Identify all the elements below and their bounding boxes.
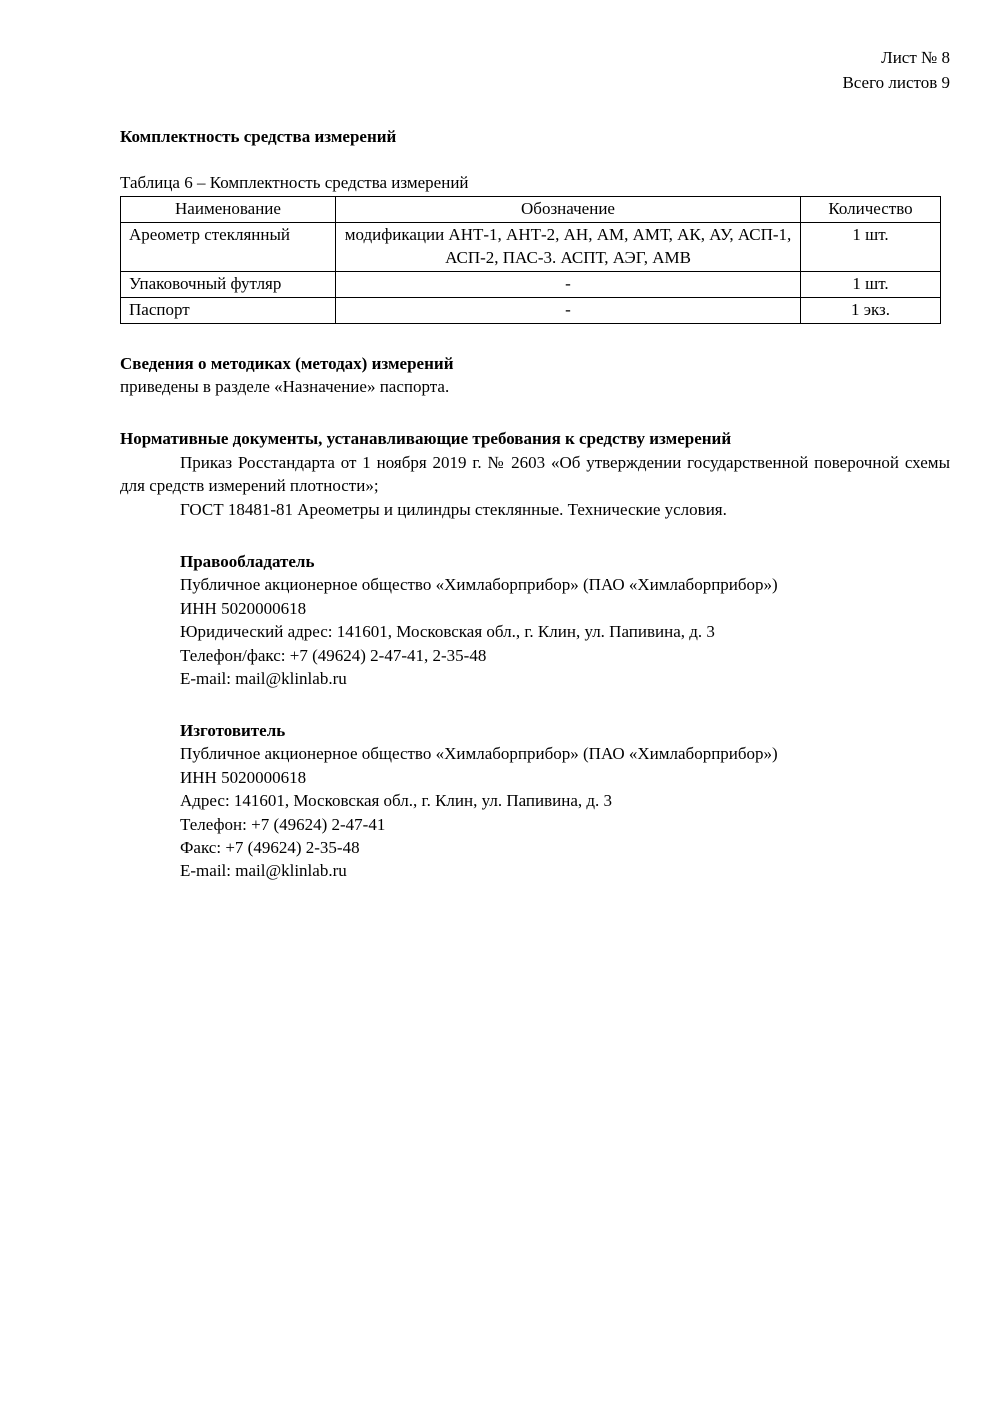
methods-body: приведены в разделе «Назначение» паспорта. <box>120 377 450 397</box>
rightsholder-line: Телефон/факс: +7 (49624) 2-47-41, 2-35-48 <box>180 645 487 665</box>
cell-name: Ареометр стеклянный <box>121 223 336 272</box>
sheet-number: Лист № 8 <box>881 48 950 67</box>
table-caption: Таблица 6 – Комплектность средства измерений <box>120 172 469 192</box>
section-methods <box>120 352 950 399</box>
table-row <box>121 272 941 298</box>
manufacturer-line: Публичное акционерное общество «Химлаборприбор» (ПАО «Химлаборприбор») <box>180 744 778 764</box>
total-sheets: Всего листов 9 <box>842 72 950 92</box>
rightsholder-line: Публичное акционерное общество «Химлаборприбор» (ПАО «Химлаборприбор») <box>180 575 778 595</box>
normative-paragraph: ГОСТ 18481-81 Ареометры и цилиндры стеклянные. Технические условия. <box>180 500 727 520</box>
cell-quantity: 1 шт. <box>801 272 941 298</box>
normative-heading: Нормативные документы, устанавливающие требования к средству измерений <box>120 429 732 449</box>
completeness-heading: Комплектность средства измерений <box>120 127 397 147</box>
manufacturer-heading: Изготовитель <box>180 720 286 740</box>
completeness-table <box>120 196 941 324</box>
cell-quantity: 1 экз. <box>801 297 941 323</box>
section-rightsholder <box>120 550 950 691</box>
table-header-name: Наименование <box>121 197 336 223</box>
rightsholder-line: Юридический адрес: 141601, Московская обл., г. Клин, ул. Папивина, д. 3 <box>180 622 715 642</box>
manufacturer-line: Факс: +7 (49624) 2-35-48 <box>180 837 360 857</box>
manufacturer-line: Телефон: +7 (49624) 2-47-41 <box>180 814 386 834</box>
table-header-row <box>121 197 941 223</box>
cell-name: Паспорт <box>121 297 336 323</box>
cell-name: Упаковочный футляр <box>121 272 336 298</box>
rightsholder-line: E-mail: mail@klinlab.ru <box>180 669 347 689</box>
normative-paragraph: Приказ Росстандарта от 1 ноября 2019 г. № 2603 «Об утверждении государственной поверочной схемы для средств измерений плотности»; <box>120 452 950 496</box>
table-row <box>121 297 941 323</box>
cell-designation: модификации АНТ-1, АНТ-2, АН, АМ, АМТ, АК, АУ, АСП-1, АСП-2, ПАС-3. АСПТ, АЭГ, АМВ <box>336 223 801 272</box>
table-header-quantity: Количество <box>801 197 941 223</box>
cell-designation: - <box>336 297 801 323</box>
table-header-designation: Обозначение <box>336 197 801 223</box>
section-normative <box>120 427 950 522</box>
section-manufacturer <box>120 719 950 883</box>
manufacturer-line: Адрес: 141601, Московская обл., г. Клин, ул. Папивина, д. 3 <box>180 791 613 811</box>
cell-designation: - <box>336 272 801 298</box>
rightsholder-heading: Правообладатель <box>180 551 315 571</box>
methods-heading: Сведения о методиках (методах) измерений <box>120 353 454 373</box>
manufacturer-line: ИНН 5020000618 <box>180 767 307 787</box>
manufacturer-line: E-mail: mail@klinlab.ru <box>180 861 347 881</box>
table-row <box>121 223 941 272</box>
rightsholder-line: ИНН 5020000618 <box>180 598 307 618</box>
cell-quantity: 1 шт. <box>801 223 941 272</box>
page-header <box>120 46 950 95</box>
